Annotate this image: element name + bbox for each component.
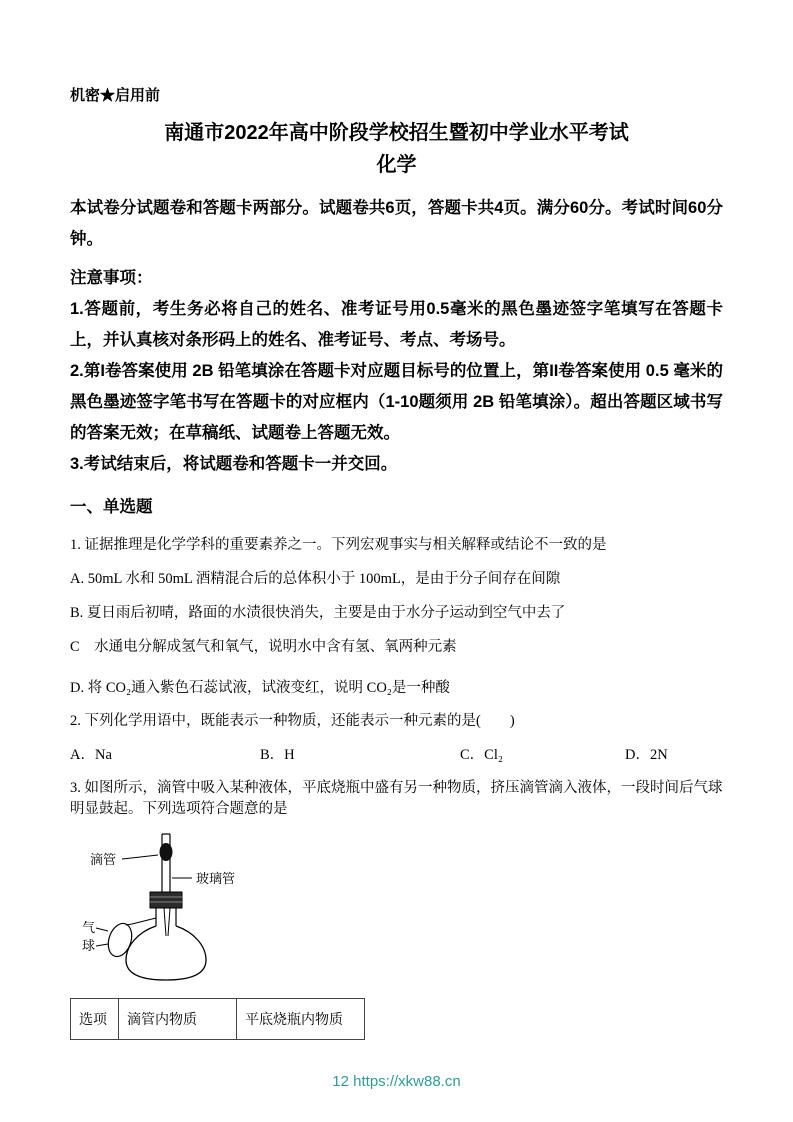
balloon-label-line1: 气 — [82, 920, 96, 935]
question-2-options-row — [70, 745, 723, 766]
stopper-shape — [150, 892, 182, 908]
question-1-option-c: C 水通电分解成氢气和氧气，说明水中含有氢、氧两种元素 — [70, 639, 457, 655]
question-2-stem: 2. 下列化学用语中，既能表示一种物质，还能表示一种元素的是( ) — [70, 713, 515, 729]
question-2-option-b: B．H — [260, 747, 295, 763]
question-2-option-a: A．Na — [70, 747, 112, 763]
question-2-option-c: C．Cl₂ — [460, 747, 503, 763]
exam-intro: 本试卷分试题卷和答题卡两部分。试题卷共6页，答题卡共4页。满分60分。考试时间60分钟。 — [70, 199, 723, 248]
question-2-option-d: D．2N — [625, 747, 668, 763]
page-footer — [0, 1073, 793, 1090]
table-header-flask-substance: 平底烧瓶内物质 — [237, 999, 365, 1040]
exam-subject: 化学 — [376, 154, 417, 176]
section-title: 一、单选题 — [70, 498, 153, 516]
exam-title: 南通市2022年高中阶段学校招生暨初中学业水平考试 — [164, 122, 629, 144]
apparatus-diagram — [74, 832, 723, 984]
answer-options-table — [70, 998, 365, 1040]
table-header-option: 选项 — [71, 999, 119, 1040]
footer-link[interactable]: 12 https://xkw88.cn — [332, 1073, 461, 1090]
question-3-stem: 3. 如图所示，滴管中吸入某种液体，平底烧瓶中盛有另一种物质，挤压滴管滴入液体，一段时间后气球明显鼓起。下列选项符合题意的是 — [70, 780, 723, 817]
glass-tube-label: 玻璃管 — [196, 871, 236, 886]
notice-item-3: 3.考试结束后，将试题卷和答题卡一并交回。 — [70, 455, 398, 473]
confidential-label: 机密★启用前 — [70, 87, 161, 104]
question-1-option-a: A. 50mL 水和 50mL 酒精混合后的总体积小于 100mL，是由于分子间存在间隙 — [70, 571, 561, 587]
question-1-stem: 1. 证据推理是化学学科的重要素养之一。下列宏观事实与相关解释或结论不一致的是 — [70, 537, 607, 553]
notice-item-2: 2.第I卷答案使用 2B 铅笔填涂在答题卡对应题目标号的位置上，第II卷答案使用 0.5 毫米的黑色墨迹签字笔书写在答题卡的对应框内（1-10题须用 2B 铅笔填涂）。超出答题区域书写的答案无效；在草稿纸、试题卷上答题无效。 — [70, 362, 723, 442]
dropper-bulb-shape — [160, 843, 173, 861]
notice-item-1: 1.答题前，考生务必将自己的姓名、准考证号用0.5毫米的黑色墨迹签字笔填写在答题卡上，并认真核对条形码上的姓名、准考证号、考点、考场号。 — [70, 300, 723, 349]
balloon-shape — [104, 918, 156, 960]
table-header-row — [71, 999, 365, 1040]
table-header-dropper-substance: 滴管内物质 — [119, 999, 237, 1040]
dropper-label: 滴管 — [90, 852, 117, 867]
dropper-tube-shape — [160, 834, 173, 892]
question-1-option-d: D. 将 CO₂通入紫色石蕊试液，试液变红，说明 CO₂是一种酸 — [70, 680, 450, 696]
notice-heading: 注意事项： — [70, 269, 153, 287]
question-1-option-b: B. 夏日雨后初晴，路面的水渍很快消失，主要是由于水分子运动到空气中去了 — [70, 605, 566, 621]
balloon-label-line2: 球 — [82, 938, 96, 953]
